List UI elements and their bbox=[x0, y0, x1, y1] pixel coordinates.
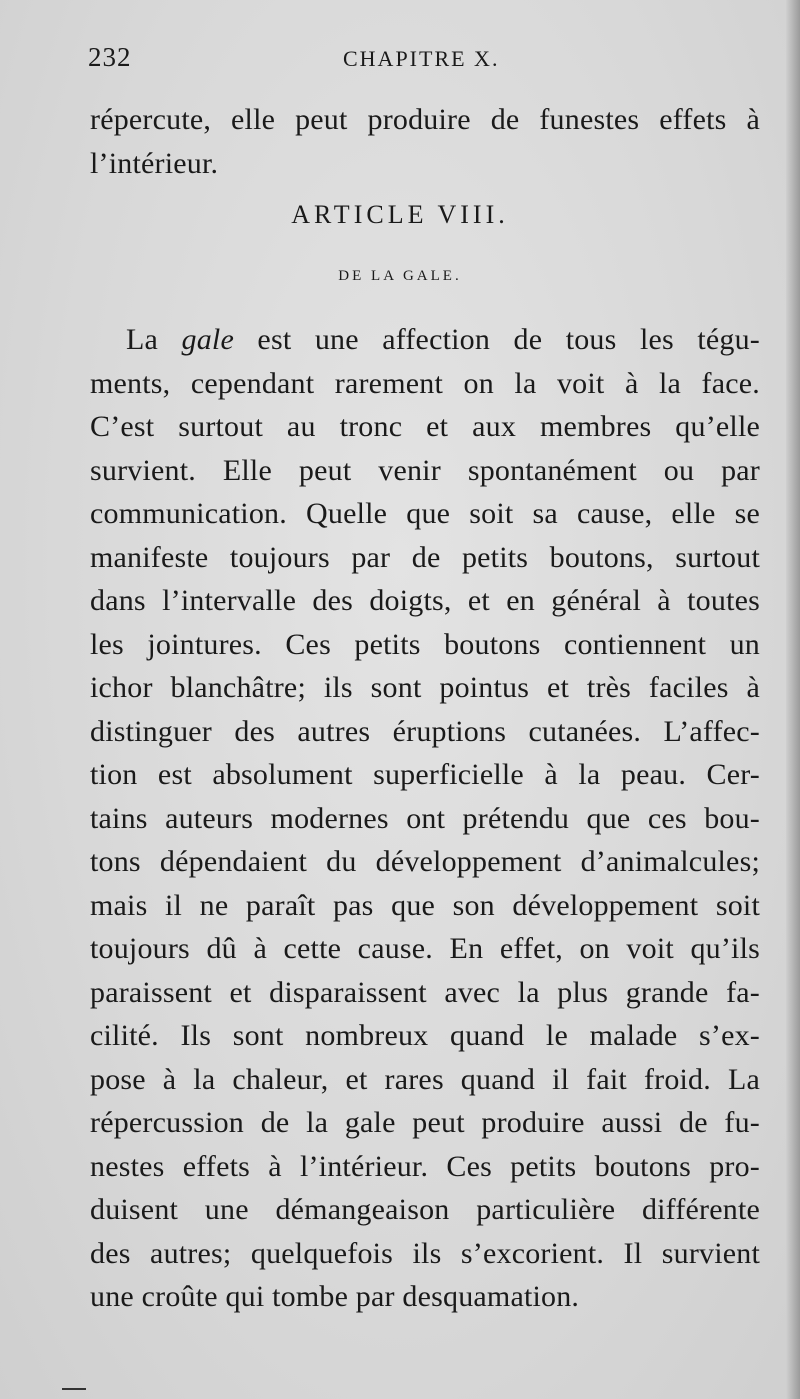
text-line bbox=[90, 318, 760, 362]
text-segment: communication. Quelle que soit sa cause, elle se bbox=[90, 497, 760, 530]
text-line bbox=[90, 971, 760, 1015]
text-segment: mais il ne paraît pas que son développement soit bbox=[90, 888, 760, 922]
text-segment: duisent une démangeaison particulière différente bbox=[90, 1193, 760, 1226]
text-segment: tains auteurs modernes ont prétendu que ces bou- bbox=[90, 801, 760, 835]
text-line: l’intérieur. bbox=[90, 146, 219, 180]
running-head: CHAPITRE X. bbox=[343, 46, 500, 71]
text-segment: cilité. Ils sont nombreux quand le malade s’ex- bbox=[90, 1019, 760, 1052]
page-header bbox=[88, 42, 758, 82]
text-segment: paraissent et disparaissent avec la plus grande fa- bbox=[90, 975, 760, 1009]
text-segment: tons dépendaient du développement d’animalcules; bbox=[90, 845, 760, 878]
text-segment: une croûte qui tombe par desquamation. bbox=[90, 1280, 580, 1313]
article-subtitle: DE LA GALE. bbox=[338, 268, 462, 284]
text-line bbox=[90, 884, 760, 928]
text-segment: dans l’intervalle des doigts, et en général à toutes bbox=[90, 584, 760, 617]
article-title: ARTICLE VIII. bbox=[291, 200, 509, 229]
text-segment: nestes effets à l’intérieur. Ces petits boutons pro- bbox=[90, 1149, 760, 1183]
text-line bbox=[90, 1232, 760, 1276]
text-segment: les jointures. Ces petits boutons contiennent un bbox=[90, 627, 760, 661]
text-segment: C’est surtout au tronc et aux membres qu’elle bbox=[90, 410, 760, 443]
text-line bbox=[90, 1014, 760, 1058]
text-line bbox=[90, 1188, 760, 1232]
text-line bbox=[90, 1101, 760, 1145]
text-line bbox=[90, 449, 760, 493]
text-line bbox=[90, 1058, 760, 1102]
text-line bbox=[90, 927, 760, 971]
text-line bbox=[90, 579, 760, 623]
text-line bbox=[90, 1145, 760, 1189]
intro-paragraph bbox=[90, 98, 760, 185]
bottom-rule bbox=[62, 1388, 86, 1390]
text-line bbox=[90, 753, 760, 797]
text-segment: ichor blanchâtre; ils sont pointus et très faciles à bbox=[90, 671, 760, 704]
text-line: répercute, elle peut produire de funestes effets à bbox=[90, 103, 760, 136]
text-line bbox=[90, 797, 760, 841]
text-line bbox=[90, 1275, 760, 1319]
italic-term: gale bbox=[181, 323, 234, 356]
text-line bbox=[90, 666, 760, 710]
text-segment: survient. Elle peut venir spontanément ou par bbox=[90, 453, 760, 487]
text-segment: manifeste toujours par de petits boutons, surtout bbox=[90, 540, 760, 574]
text-segment: toujours dû à cette cause. En effet, on voit qu’ils bbox=[90, 932, 760, 965]
text-segment: est une affection de tous les tégu- bbox=[233, 323, 761, 356]
body-paragraph bbox=[90, 318, 760, 1319]
text-line bbox=[90, 623, 760, 667]
text-segment: tion est absolument superficielle à la peau. Cer- bbox=[90, 758, 760, 791]
text-segment: distinguer des autres éruptions cutanées. L’affec- bbox=[90, 714, 760, 748]
text-line bbox=[90, 492, 760, 536]
text-segment: répercussion de la gale peut produire aussi de fu- bbox=[90, 1106, 760, 1139]
text-line bbox=[90, 710, 760, 754]
text-segment: La bbox=[126, 323, 182, 356]
page-number: 232 bbox=[88, 42, 132, 72]
text-line bbox=[90, 840, 760, 884]
text-segment: pose à la chaleur, et rares quand il fait froid. La bbox=[90, 1062, 760, 1096]
text-segment: ments, cependant rarement on la voit à la face. bbox=[90, 366, 760, 400]
text-line bbox=[90, 362, 760, 406]
text-line bbox=[90, 405, 760, 449]
text-line bbox=[90, 536, 760, 580]
text-segment: des autres; quelquefois ils s’excorient. Il survient bbox=[90, 1236, 760, 1270]
